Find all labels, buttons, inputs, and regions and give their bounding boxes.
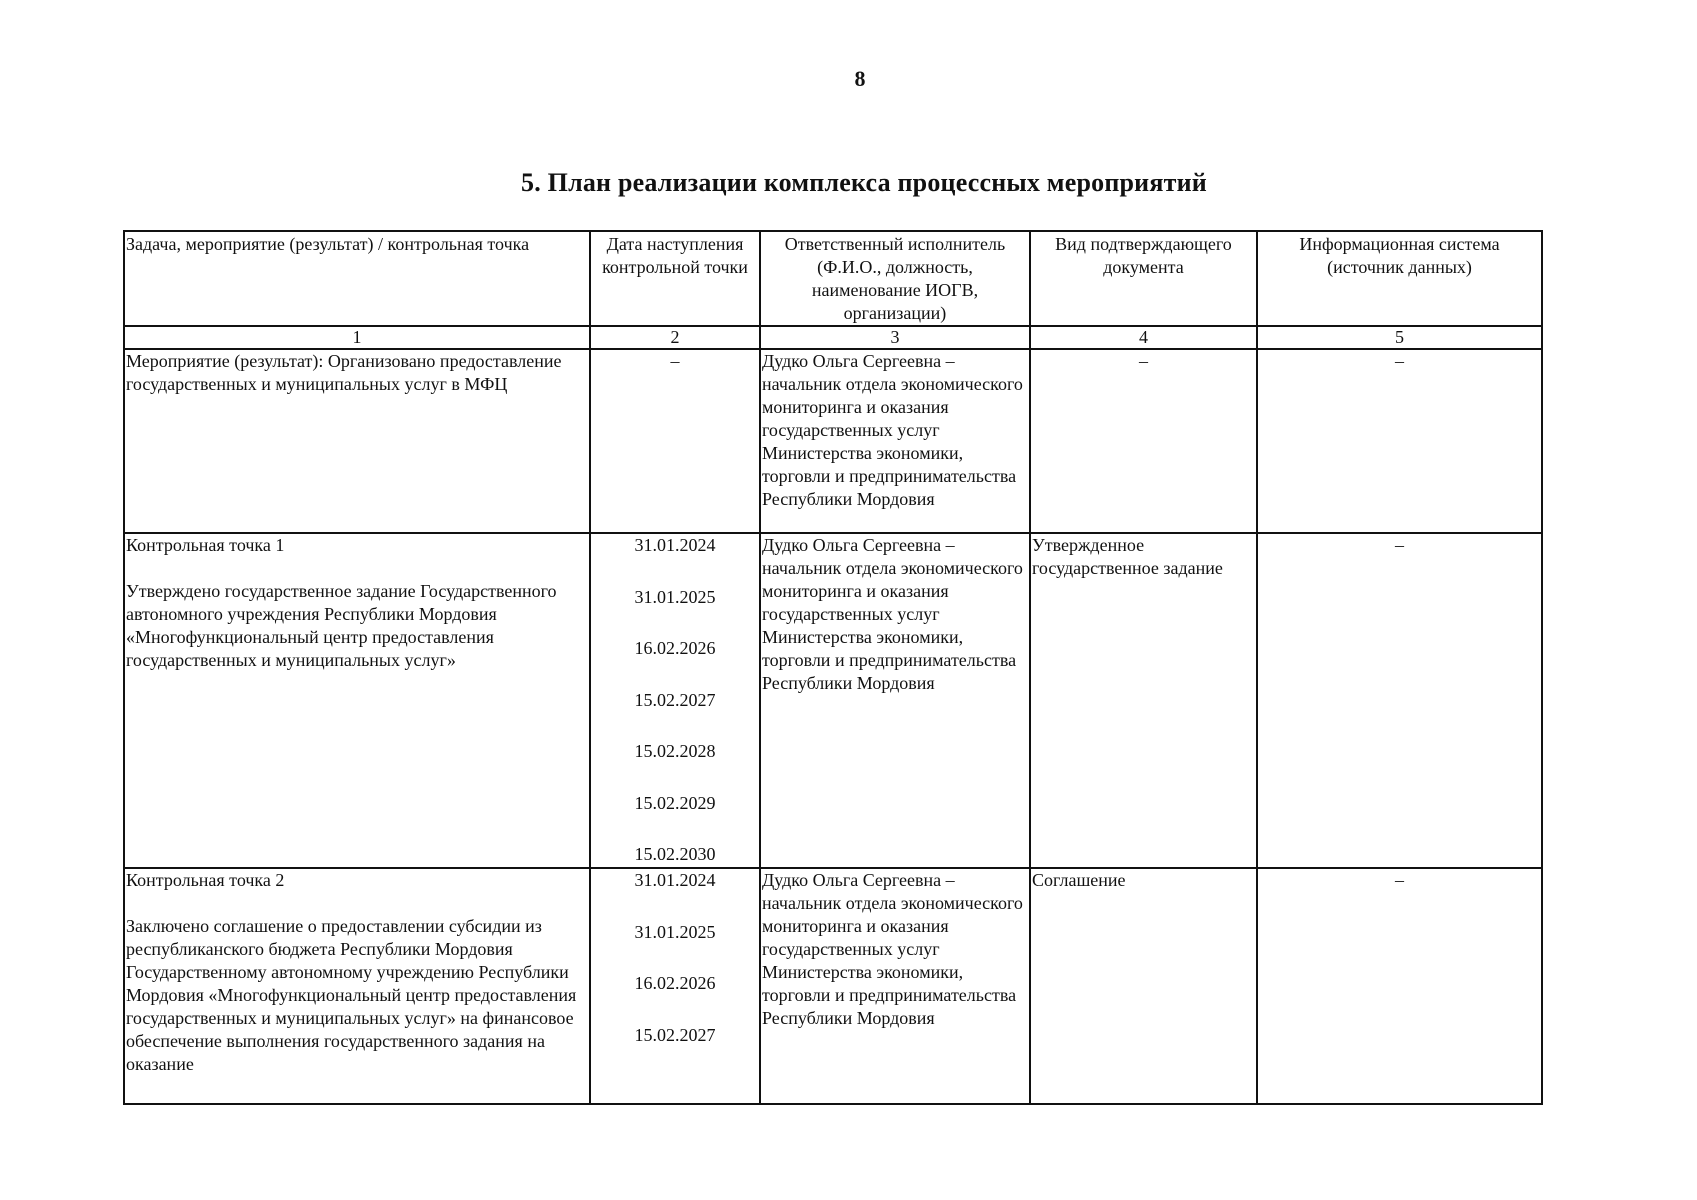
table-row	[124, 868, 1542, 1104]
task-cell	[124, 868, 590, 1104]
system-cell: –	[1257, 349, 1542, 533]
date-value: 15.02.2030	[634, 844, 716, 864]
date-value: 15.02.2027	[634, 689, 716, 710]
document-cell: Утвержденное государственное задание	[1030, 533, 1257, 868]
task-text: Заключено соглашение о предоставлении субсидии из республиканского бюджета Республики Мордовия Государственному автономному учреждению Республики Мордовия «Многофункциональный центр предоставления государственных и муниципальных услуг» на финансовое обеспечение выполнения государственного задания на оказание	[126, 916, 577, 1074]
task-text: Мероприятие (результат): Организовано предоставление государственных и муниципальных услуг в МФЦ	[126, 351, 562, 394]
date-value: 31.01.2024	[634, 535, 716, 555]
task-text: Утверждено государственное задание Государственного автономного учреждения Республики Мордовия «Многофункциональный центр предоставления государственных и муниципальных услуг»	[126, 581, 557, 670]
document-cell: Соглашение	[1030, 868, 1257, 1104]
page-number: 8	[854, 66, 866, 91]
date-value: 16.02.2026	[634, 638, 716, 658]
column-number-row	[124, 326, 1542, 349]
table-row	[124, 533, 1542, 868]
responsible-cell: Дудко Ольга Сергеевна – начальник отдела экономического мониторинга и оказания государственных услуг Министерства экономики, торговли и предпринимательства Республики Мордовия	[760, 349, 1030, 533]
date-value: 15.02.2028	[634, 741, 716, 761]
date-value: 16.02.2026	[634, 973, 716, 993]
task-heading: Контрольная точка 2	[126, 870, 285, 890]
table-row	[124, 349, 1542, 533]
column-number: 4	[1030, 326, 1257, 349]
header-document: Вид подтверждающего документа	[1030, 231, 1257, 326]
date-value: 31.01.2025	[634, 921, 716, 942]
system-cell: –	[1257, 533, 1542, 868]
column-number: 2	[590, 326, 760, 349]
page-title: 5. План реализации комплекса процессных мероприятий	[521, 168, 1207, 197]
column-number: 1	[124, 326, 590, 349]
column-number: 5	[1257, 326, 1542, 349]
date-value: 31.01.2025	[634, 586, 716, 607]
plan-table	[123, 230, 1543, 1105]
date-cell	[590, 868, 760, 1104]
responsible-cell: Дудко Ольга Сергеевна – начальник отдела экономического мониторинга и оказания государственных услуг Министерства экономики, торговли и предпринимательства Республики Мордовия	[760, 533, 1030, 868]
date-cell	[590, 533, 760, 868]
document-cell: –	[1030, 349, 1257, 533]
task-cell	[124, 349, 590, 533]
date-cell	[590, 349, 760, 533]
header-task: Задача, мероприятие (результат) / контрольная точка	[124, 231, 590, 326]
column-number: 3	[760, 326, 1030, 349]
date-value: 15.02.2029	[634, 792, 716, 813]
task-cell	[124, 533, 590, 868]
date-value: –	[670, 351, 680, 371]
header-row	[124, 231, 1542, 326]
task-heading: Контрольная точка 1	[126, 535, 285, 555]
system-cell: –	[1257, 868, 1542, 1104]
header-responsible: Ответственный исполнитель (Ф.И.О., должность, наименование ИОГВ, организации)	[760, 231, 1030, 326]
date-value: 15.02.2027	[634, 1024, 716, 1045]
date-value: 31.01.2024	[634, 870, 716, 890]
header-date: Дата наступления контрольной точки	[590, 231, 760, 326]
header-system: Информационная система (источник данных)	[1257, 231, 1542, 326]
responsible-cell: Дудко Ольга Сергеевна – начальник отдела экономического мониторинга и оказания государственных услуг Министерства экономики, торговли и предпринимательства Республики Мордовия	[760, 868, 1030, 1104]
